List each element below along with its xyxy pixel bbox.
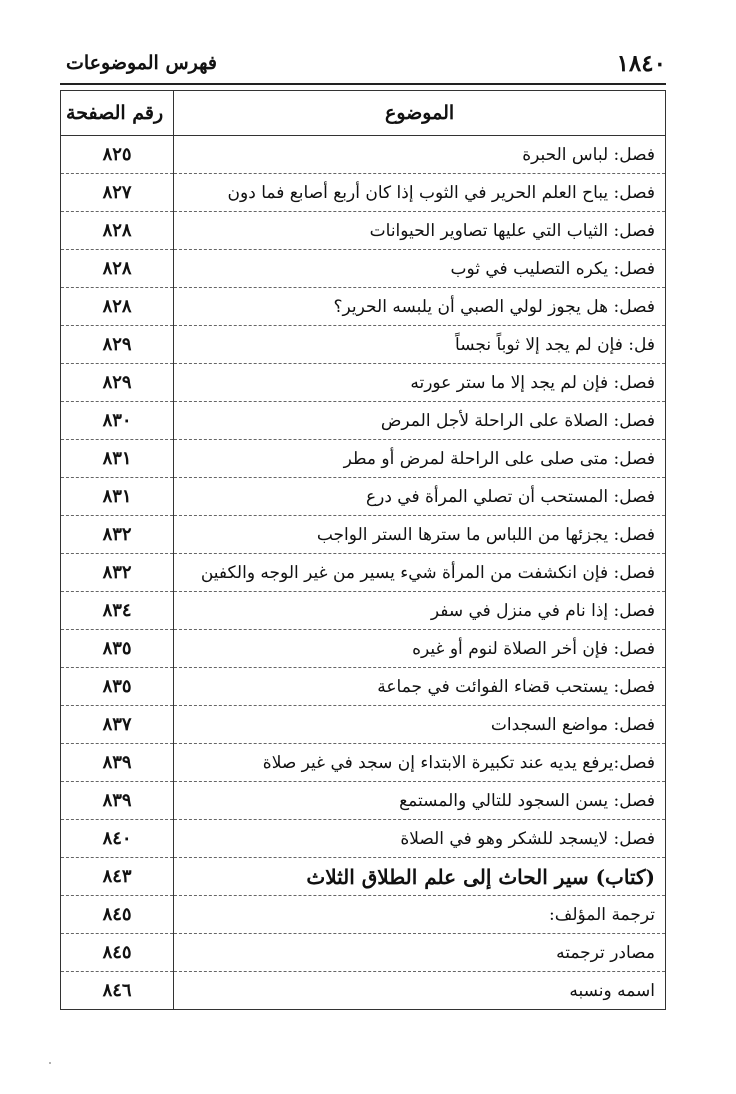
toc-row bbox=[61, 364, 666, 402]
toc-row-page-number: ٨٤٥ bbox=[61, 934, 174, 972]
toc-row-page-number: ٨٣٧ bbox=[61, 706, 174, 744]
toc-row bbox=[61, 288, 666, 326]
toc-row-topic: فصل: إذا نام في منزل في سفر bbox=[174, 592, 666, 630]
toc-row-topic: فصل: يسن السجود للتالي والمستمع bbox=[174, 782, 666, 820]
page-number: ١٨٤٠ bbox=[616, 50, 666, 77]
toc-row bbox=[61, 858, 666, 896]
toc-row bbox=[61, 516, 666, 554]
toc-row bbox=[61, 174, 666, 212]
toc-row-page-number: ٨٣٢ bbox=[61, 554, 174, 592]
toc-row-page-number: ٨٢٥ bbox=[61, 136, 174, 174]
toc-row bbox=[61, 744, 666, 782]
toc-row-page-number: ٨٤٣ bbox=[61, 858, 174, 896]
toc-row bbox=[61, 250, 666, 288]
toc-row-topic: فصل: الصلاة على الراحلة لأجل المرض bbox=[174, 402, 666, 440]
toc-row bbox=[61, 896, 666, 934]
toc-row bbox=[61, 478, 666, 516]
toc-row-page-number: ٨٣٩ bbox=[61, 782, 174, 820]
toc-row-page-number: ٨٣٥ bbox=[61, 668, 174, 706]
toc-row-topic: فصل: مواضع السجدات bbox=[174, 706, 666, 744]
toc-body bbox=[61, 136, 666, 1010]
toc-row-topic: فصل: يباح العلم الحرير في الثوب إذا كان أربع أصابع فما دون bbox=[174, 174, 666, 212]
toc-row bbox=[61, 554, 666, 592]
toc-row-page-number: ٨٣٢ bbox=[61, 516, 174, 554]
toc-header-row bbox=[61, 91, 666, 136]
toc-row-page-number: ٨٣١ bbox=[61, 440, 174, 478]
toc-row-page-number: ٨٣٠ bbox=[61, 402, 174, 440]
toc-row-topic: مصادر ترجمته bbox=[174, 934, 666, 972]
topic-column-header: الموضوع bbox=[174, 91, 666, 136]
toc-row bbox=[61, 782, 666, 820]
toc-row-topic: فصل: يستحب قضاء الفوائت في جماعة bbox=[174, 668, 666, 706]
toc-row-topic: فصل: يكره التصليب في ثوب bbox=[174, 250, 666, 288]
toc-row bbox=[61, 934, 666, 972]
toc-row-topic: فصل: فإن لم يجد إلا ما ستر عورته bbox=[174, 364, 666, 402]
toc-row-topic: فصل: هل يجوز لولي الصبي أن يلبسه الحرير؟ bbox=[174, 288, 666, 326]
toc-table bbox=[60, 90, 666, 1010]
toc-row-page-number: ٨٤٦ bbox=[61, 972, 174, 1010]
toc-row bbox=[61, 402, 666, 440]
toc-row bbox=[61, 136, 666, 174]
toc-row-topic: فصل: لايسجد للشكر وهو في الصلاة bbox=[174, 820, 666, 858]
toc-row-topic: فصل: متى صلى على الراحلة لمرض أو مطر bbox=[174, 440, 666, 478]
toc-row-topic: فل: فإن لم يجد إلا ثوباً نجساً bbox=[174, 326, 666, 364]
toc-row-page-number: ٨٣٤ bbox=[61, 592, 174, 630]
toc-row-page-number: ٨٢٩ bbox=[61, 326, 174, 364]
toc-row-topic: فصل: يجزئها من اللباس ما سترها الستر الواجب bbox=[174, 516, 666, 554]
header-rule bbox=[60, 83, 666, 85]
toc-row-topic: فصل:يرفع يديه عند تكبيرة الابتداء إن سجد في غير صلاة bbox=[174, 744, 666, 782]
toc-row bbox=[61, 326, 666, 364]
toc-row bbox=[61, 212, 666, 250]
toc-row-page-number: ٨٢٨ bbox=[61, 212, 174, 250]
toc-row bbox=[61, 440, 666, 478]
toc-row-page-number: ٨٣٩ bbox=[61, 744, 174, 782]
toc-row bbox=[61, 592, 666, 630]
toc-row-topic: (كتاب) سير الحاث إلى علم الطلاق الثلاث bbox=[174, 858, 666, 896]
toc-row bbox=[61, 706, 666, 744]
toc-row-page-number: ٨٣٥ bbox=[61, 630, 174, 668]
toc-row bbox=[61, 820, 666, 858]
toc-row-page-number: ٨٢٨ bbox=[61, 250, 174, 288]
toc-row-topic: فصل: فإن انكشفت من المرأة شيء يسير من غير الوجه والكفين bbox=[174, 554, 666, 592]
toc-row bbox=[61, 630, 666, 668]
toc-row-page-number: ٨٤٠ bbox=[61, 820, 174, 858]
speck bbox=[49, 1062, 51, 1064]
toc-row-topic: فصل: الثياب التي عليها تصاوير الحيوانات bbox=[174, 212, 666, 250]
running-head bbox=[60, 48, 666, 80]
toc-row-page-number: ٨٢٩ bbox=[61, 364, 174, 402]
toc-row-page-number: ٨٣١ bbox=[61, 478, 174, 516]
toc-row-page-number: ٨٤٥ bbox=[61, 896, 174, 934]
toc-row-topic: ترجمة المؤلف: bbox=[174, 896, 666, 934]
toc-row-topic: فصل: لباس الحبرة bbox=[174, 136, 666, 174]
section-title: فهرس الموضوعات bbox=[66, 52, 217, 74]
toc-row-topic: اسمه ونسبه bbox=[174, 972, 666, 1010]
toc-row bbox=[61, 668, 666, 706]
toc-row-topic: فصل: فإن أخر الصلاة لنوم أو غيره bbox=[174, 630, 666, 668]
toc-row-topic: فصل: المستحب أن تصلي المرأة في درع bbox=[174, 478, 666, 516]
page-column-header: رقم الصفحة bbox=[61, 91, 174, 136]
toc-row-page-number: ٨٢٨ bbox=[61, 288, 174, 326]
toc-row bbox=[61, 972, 666, 1010]
toc-row-page-number: ٨٢٧ bbox=[61, 174, 174, 212]
